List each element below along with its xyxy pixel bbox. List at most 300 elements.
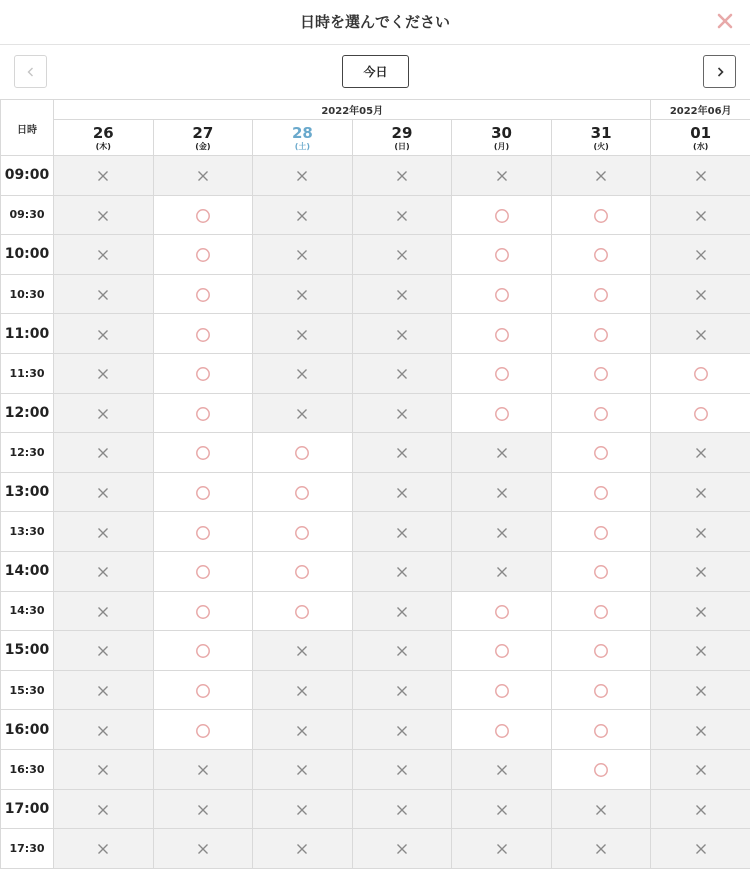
time-slot-row xyxy=(1,235,750,275)
unavailable-slot-cell xyxy=(54,551,154,591)
available-circle-icon xyxy=(195,327,211,343)
day-number: 29 xyxy=(391,123,413,142)
unavailable-slot-cell xyxy=(651,274,750,314)
close-icon[interactable] xyxy=(712,8,738,34)
unavailable-cross-icon xyxy=(97,725,109,737)
available-slot-cell[interactable] xyxy=(551,631,651,671)
available-slot-cell[interactable] xyxy=(153,472,253,512)
available-slot-cell[interactable] xyxy=(551,274,651,314)
time-label: 11:00 xyxy=(1,314,54,354)
unavailable-cross-icon xyxy=(695,685,707,697)
unavailable-slot-cell xyxy=(253,195,353,235)
unavailable-slot-cell xyxy=(651,156,750,196)
unavailable-slot-cell xyxy=(551,789,651,829)
available-slot-cell[interactable] xyxy=(153,512,253,552)
unavailable-slot-cell xyxy=(54,274,154,314)
unavailable-cross-icon xyxy=(695,566,707,578)
unavailable-slot-cell xyxy=(253,829,353,869)
available-circle-icon xyxy=(593,643,609,659)
unavailable-slot-cell xyxy=(651,631,750,671)
unavailable-slot-cell xyxy=(352,393,452,433)
available-circle-icon xyxy=(494,247,510,263)
unavailable-cross-icon xyxy=(496,804,508,816)
available-slot-cell[interactable] xyxy=(153,551,253,591)
unavailable-slot-cell xyxy=(452,512,552,552)
unavailable-slot-cell xyxy=(153,156,253,196)
unavailable-cross-icon xyxy=(97,447,109,459)
unavailable-cross-icon xyxy=(695,487,707,499)
unavailable-slot-cell xyxy=(54,235,154,275)
unavailable-cross-icon xyxy=(97,408,109,420)
day-header xyxy=(452,120,552,156)
unavailable-cross-icon xyxy=(197,804,209,816)
unavailable-cross-icon xyxy=(396,645,408,657)
available-slot-cell[interactable] xyxy=(551,472,651,512)
time-label: 09:30 xyxy=(1,195,54,235)
day-header xyxy=(352,120,452,156)
available-circle-icon xyxy=(294,525,310,541)
unavailable-slot-cell xyxy=(352,789,452,829)
available-slot-cell[interactable] xyxy=(452,393,552,433)
unavailable-cross-icon xyxy=(695,843,707,855)
available-circle-icon xyxy=(195,525,211,541)
unavailable-slot-cell xyxy=(253,749,353,789)
available-slot-cell[interactable] xyxy=(153,235,253,275)
available-circle-icon xyxy=(195,723,211,739)
day-weekday: (火) xyxy=(593,141,609,151)
unavailable-slot-cell xyxy=(352,235,452,275)
unavailable-slot-cell xyxy=(54,591,154,631)
time-label: 17:00 xyxy=(1,789,54,829)
available-slot-cell[interactable] xyxy=(452,710,552,750)
unavailable-cross-icon xyxy=(396,843,408,855)
unavailable-cross-icon xyxy=(296,725,308,737)
unavailable-cross-icon xyxy=(695,527,707,539)
unavailable-slot-cell xyxy=(253,670,353,710)
unavailable-slot-cell xyxy=(153,749,253,789)
dialog-title: 日時を選んでください xyxy=(299,13,450,31)
month-label: 2022年06月 xyxy=(651,100,750,120)
unavailable-slot-cell xyxy=(651,591,750,631)
available-slot-cell[interactable] xyxy=(253,472,353,512)
unavailable-cross-icon xyxy=(396,725,408,737)
day-weekday: (日) xyxy=(394,141,410,151)
available-circle-icon xyxy=(195,366,211,382)
time-slot-grid xyxy=(0,99,750,869)
unavailable-slot-cell xyxy=(54,789,154,829)
available-circle-icon xyxy=(195,643,211,659)
unavailable-slot-cell xyxy=(452,472,552,512)
time-slot-row xyxy=(1,749,750,789)
previous-week-button[interactable] xyxy=(14,55,47,88)
available-slot-cell[interactable] xyxy=(452,631,552,671)
unavailable-slot-cell xyxy=(551,156,651,196)
available-slot-cell[interactable] xyxy=(253,551,353,591)
corner-label: 日時 xyxy=(1,100,54,156)
unavailable-slot-cell xyxy=(54,314,154,354)
unavailable-cross-icon xyxy=(496,447,508,459)
available-circle-icon xyxy=(294,445,310,461)
time-slot-row xyxy=(1,631,750,671)
unavailable-cross-icon xyxy=(296,329,308,341)
unavailable-slot-cell xyxy=(54,710,154,750)
time-label: 10:00 xyxy=(1,235,54,275)
time-slot-row xyxy=(1,156,750,196)
unavailable-slot-cell xyxy=(651,670,750,710)
available-slot-cell[interactable] xyxy=(452,314,552,354)
day-header xyxy=(153,120,253,156)
time-label: 12:30 xyxy=(1,433,54,473)
unavailable-cross-icon xyxy=(97,487,109,499)
time-slot-row xyxy=(1,393,750,433)
available-slot-cell[interactable] xyxy=(153,710,253,750)
unavailable-cross-icon xyxy=(396,170,408,182)
unavailable-cross-icon xyxy=(396,487,408,499)
unavailable-slot-cell xyxy=(352,512,452,552)
unavailable-slot-cell xyxy=(452,156,552,196)
unavailable-slot-cell xyxy=(54,195,154,235)
day-header xyxy=(551,120,651,156)
time-label: 15:30 xyxy=(1,670,54,710)
unavailable-cross-icon xyxy=(197,170,209,182)
unavailable-cross-icon xyxy=(496,170,508,182)
available-slot-cell[interactable] xyxy=(551,710,651,750)
unavailable-cross-icon xyxy=(97,606,109,618)
unavailable-cross-icon xyxy=(695,210,707,222)
time-label: 12:00 xyxy=(1,393,54,433)
unavailable-slot-cell xyxy=(54,829,154,869)
month-label: 2022年05月 xyxy=(54,100,651,120)
day-number: 31 xyxy=(590,123,612,142)
unavailable-cross-icon xyxy=(296,764,308,776)
unavailable-cross-icon xyxy=(97,843,109,855)
day-weekday: (木) xyxy=(95,141,111,151)
available-slot-cell[interactable] xyxy=(551,512,651,552)
available-circle-icon xyxy=(593,485,609,501)
day-number: 27 xyxy=(192,123,214,142)
unavailable-cross-icon xyxy=(695,329,707,341)
unavailable-cross-icon xyxy=(396,408,408,420)
available-slot-cell[interactable] xyxy=(551,433,651,473)
unavailable-cross-icon xyxy=(97,289,109,301)
unavailable-cross-icon xyxy=(396,566,408,578)
time-label: 11:30 xyxy=(1,353,54,393)
available-slot-cell[interactable] xyxy=(551,353,651,393)
unavailable-cross-icon xyxy=(97,249,109,261)
unavailable-cross-icon xyxy=(496,843,508,855)
dialog-header xyxy=(0,0,750,45)
available-slot-cell[interactable] xyxy=(452,235,552,275)
available-circle-icon xyxy=(195,485,211,501)
unavailable-slot-cell xyxy=(651,235,750,275)
unavailable-slot-cell xyxy=(352,195,452,235)
unavailable-slot-cell xyxy=(651,789,750,829)
unavailable-cross-icon xyxy=(97,527,109,539)
available-slot-cell[interactable] xyxy=(253,433,353,473)
available-slot-cell[interactable] xyxy=(551,591,651,631)
unavailable-slot-cell xyxy=(352,710,452,750)
available-circle-icon xyxy=(195,247,211,263)
unavailable-slot-cell xyxy=(253,710,353,750)
unavailable-slot-cell xyxy=(253,156,353,196)
time-slot-row xyxy=(1,512,750,552)
unavailable-cross-icon xyxy=(197,764,209,776)
unavailable-cross-icon xyxy=(396,368,408,380)
time-slot-row xyxy=(1,195,750,235)
unavailable-cross-icon xyxy=(695,289,707,301)
available-slot-cell[interactable] xyxy=(551,235,651,275)
day-header xyxy=(651,120,750,156)
available-circle-icon xyxy=(195,287,211,303)
available-circle-icon xyxy=(294,564,310,580)
available-circle-icon xyxy=(494,327,510,343)
unavailable-cross-icon xyxy=(97,645,109,657)
available-circle-icon xyxy=(494,683,510,699)
unavailable-slot-cell xyxy=(452,749,552,789)
unavailable-slot-cell xyxy=(452,829,552,869)
available-circle-icon xyxy=(593,525,609,541)
chevron-left-icon xyxy=(25,66,37,78)
time-slot-row xyxy=(1,433,750,473)
unavailable-cross-icon xyxy=(695,447,707,459)
day-weekday: (土) xyxy=(294,141,311,151)
available-circle-icon xyxy=(195,564,211,580)
unavailable-slot-cell xyxy=(352,551,452,591)
available-slot-cell[interactable] xyxy=(153,393,253,433)
unavailable-cross-icon xyxy=(396,527,408,539)
available-slot-cell[interactable] xyxy=(153,195,253,235)
unavailable-cross-icon xyxy=(296,408,308,420)
unavailable-cross-icon xyxy=(296,210,308,222)
time-label: 13:00 xyxy=(1,472,54,512)
unavailable-slot-cell xyxy=(153,789,253,829)
unavailable-cross-icon xyxy=(695,249,707,261)
available-slot-cell[interactable] xyxy=(452,195,552,235)
unavailable-slot-cell xyxy=(54,393,154,433)
available-slot-cell[interactable] xyxy=(651,353,750,393)
available-circle-icon xyxy=(593,604,609,620)
unavailable-slot-cell xyxy=(352,591,452,631)
available-circle-icon xyxy=(494,366,510,382)
unavailable-cross-icon xyxy=(296,368,308,380)
unavailable-slot-cell xyxy=(253,393,353,433)
available-slot-cell[interactable] xyxy=(253,512,353,552)
available-slot-cell[interactable] xyxy=(551,195,651,235)
day-header xyxy=(253,120,353,156)
time-slot-row xyxy=(1,789,750,829)
available-slot-cell[interactable] xyxy=(651,393,750,433)
unavailable-slot-cell xyxy=(551,829,651,869)
available-slot-cell[interactable] xyxy=(452,591,552,631)
day-number: 01 xyxy=(690,123,712,142)
available-circle-icon xyxy=(593,762,609,778)
day-number: 28 xyxy=(291,123,313,142)
available-slot-cell[interactable] xyxy=(153,314,253,354)
day-number: 30 xyxy=(491,123,512,142)
unavailable-slot-cell xyxy=(253,314,353,354)
unavailable-cross-icon xyxy=(296,170,308,182)
available-slot-cell[interactable] xyxy=(551,551,651,591)
unavailable-cross-icon xyxy=(396,606,408,618)
unavailable-cross-icon xyxy=(496,764,508,776)
available-circle-icon xyxy=(494,723,510,739)
unavailable-slot-cell xyxy=(253,274,353,314)
today-button[interactable]: 今日 xyxy=(342,55,409,88)
unavailable-cross-icon xyxy=(396,685,408,697)
available-slot-cell[interactable] xyxy=(153,353,253,393)
unavailable-slot-cell xyxy=(253,353,353,393)
unavailable-cross-icon xyxy=(695,804,707,816)
unavailable-cross-icon xyxy=(496,527,508,539)
available-circle-icon xyxy=(593,247,609,263)
available-circle-icon xyxy=(195,445,211,461)
available-slot-cell[interactable] xyxy=(452,274,552,314)
time-label: 14:00 xyxy=(1,551,54,591)
time-slot-row xyxy=(1,829,750,869)
unavailable-cross-icon xyxy=(97,804,109,816)
unavailable-slot-cell xyxy=(352,749,452,789)
unavailable-cross-icon xyxy=(296,289,308,301)
unavailable-slot-cell xyxy=(452,433,552,473)
calendar-toolbar xyxy=(0,45,750,99)
unavailable-slot-cell xyxy=(54,353,154,393)
unavailable-slot-cell xyxy=(54,670,154,710)
unavailable-cross-icon xyxy=(695,764,707,776)
unavailable-slot-cell xyxy=(352,631,452,671)
available-circle-icon xyxy=(593,406,609,422)
day-weekday: (金) xyxy=(195,141,211,151)
day-header xyxy=(54,120,154,156)
unavailable-slot-cell xyxy=(153,829,253,869)
unavailable-cross-icon xyxy=(97,329,109,341)
time-slot-row xyxy=(1,551,750,591)
available-circle-icon xyxy=(593,723,609,739)
unavailable-slot-cell xyxy=(651,472,750,512)
next-week-button[interactable] xyxy=(703,55,736,88)
time-slot-row xyxy=(1,670,750,710)
unavailable-slot-cell xyxy=(452,551,552,591)
unavailable-cross-icon xyxy=(595,843,607,855)
unavailable-cross-icon xyxy=(197,843,209,855)
unavailable-slot-cell xyxy=(651,512,750,552)
available-slot-cell[interactable] xyxy=(153,591,253,631)
time-slot-row xyxy=(1,472,750,512)
available-circle-icon xyxy=(593,287,609,303)
available-circle-icon xyxy=(693,366,709,382)
unavailable-slot-cell xyxy=(253,235,353,275)
available-slot-cell[interactable] xyxy=(153,631,253,671)
time-slot-row xyxy=(1,710,750,750)
time-label: 14:30 xyxy=(1,591,54,631)
unavailable-cross-icon xyxy=(296,685,308,697)
available-circle-icon xyxy=(494,287,510,303)
time-slot-row xyxy=(1,314,750,354)
available-slot-cell[interactable] xyxy=(153,274,253,314)
unavailable-slot-cell xyxy=(651,710,750,750)
time-label: 13:30 xyxy=(1,512,54,552)
time-label: 16:30 xyxy=(1,749,54,789)
available-circle-icon xyxy=(593,564,609,580)
available-slot-cell[interactable] xyxy=(551,670,651,710)
unavailable-cross-icon xyxy=(595,170,607,182)
unavailable-cross-icon xyxy=(396,289,408,301)
unavailable-cross-icon xyxy=(695,606,707,618)
day-number: 26 xyxy=(92,123,114,142)
unavailable-cross-icon xyxy=(97,368,109,380)
unavailable-slot-cell xyxy=(54,156,154,196)
unavailable-cross-icon xyxy=(396,447,408,459)
unavailable-cross-icon xyxy=(396,804,408,816)
unavailable-cross-icon xyxy=(396,210,408,222)
available-circle-icon xyxy=(494,406,510,422)
unavailable-slot-cell xyxy=(352,829,452,869)
time-slot-row xyxy=(1,591,750,631)
unavailable-slot-cell xyxy=(253,789,353,829)
unavailable-cross-icon xyxy=(595,804,607,816)
time-slot-row xyxy=(1,353,750,393)
available-slot-cell[interactable] xyxy=(153,670,253,710)
time-label: 15:00 xyxy=(1,631,54,671)
available-circle-icon xyxy=(494,208,510,224)
time-label: 09:00 xyxy=(1,156,54,196)
unavailable-slot-cell xyxy=(651,829,750,869)
unavailable-slot-cell xyxy=(651,749,750,789)
available-slot-cell[interactable] xyxy=(551,314,651,354)
unavailable-cross-icon xyxy=(97,210,109,222)
time-label: 10:30 xyxy=(1,274,54,314)
available-slot-cell[interactable] xyxy=(452,353,552,393)
available-circle-icon xyxy=(294,604,310,620)
available-circle-icon xyxy=(195,208,211,224)
available-slot-cell[interactable] xyxy=(551,393,651,433)
available-circle-icon xyxy=(593,445,609,461)
unavailable-slot-cell xyxy=(352,670,452,710)
available-slot-cell[interactable] xyxy=(153,433,253,473)
unavailable-slot-cell xyxy=(651,314,750,354)
available-slot-cell[interactable] xyxy=(551,749,651,789)
unavailable-cross-icon xyxy=(97,566,109,578)
available-circle-icon xyxy=(593,683,609,699)
availability-table xyxy=(0,99,750,869)
unavailable-slot-cell xyxy=(54,433,154,473)
unavailable-slot-cell xyxy=(54,749,154,789)
unavailable-cross-icon xyxy=(496,566,508,578)
unavailable-cross-icon xyxy=(296,843,308,855)
available-circle-icon xyxy=(494,643,510,659)
unavailable-cross-icon xyxy=(97,764,109,776)
time-slot-row xyxy=(1,274,750,314)
available-circle-icon xyxy=(195,604,211,620)
available-circle-icon xyxy=(195,683,211,699)
unavailable-cross-icon xyxy=(695,645,707,657)
unavailable-slot-cell xyxy=(651,433,750,473)
unavailable-slot-cell xyxy=(352,433,452,473)
unavailable-cross-icon xyxy=(296,249,308,261)
unavailable-slot-cell xyxy=(651,551,750,591)
available-slot-cell[interactable] xyxy=(253,591,353,631)
available-circle-icon xyxy=(593,208,609,224)
unavailable-cross-icon xyxy=(97,170,109,182)
available-slot-cell[interactable] xyxy=(452,670,552,710)
chevron-right-icon xyxy=(714,66,726,78)
available-circle-icon xyxy=(593,327,609,343)
time-label: 17:30 xyxy=(1,829,54,869)
available-circle-icon xyxy=(494,604,510,620)
unavailable-slot-cell xyxy=(253,631,353,671)
unavailable-slot-cell xyxy=(452,789,552,829)
unavailable-cross-icon xyxy=(396,329,408,341)
unavailable-slot-cell xyxy=(54,631,154,671)
